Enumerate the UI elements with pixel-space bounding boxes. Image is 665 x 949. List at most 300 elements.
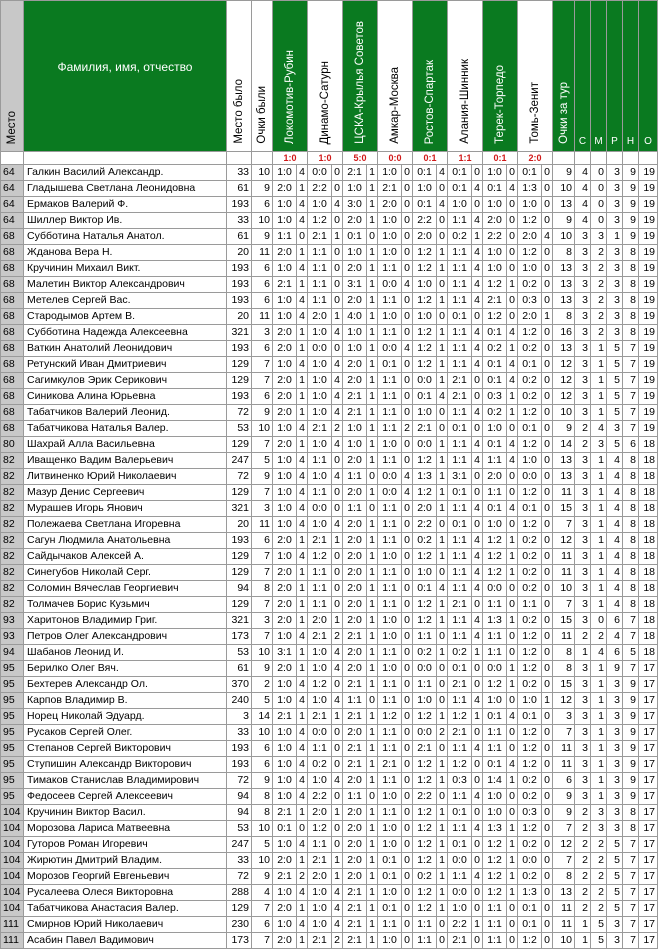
prediction-points-cell: 1 xyxy=(437,533,448,549)
header-s: С xyxy=(575,1,591,152)
match-score: 5:0 xyxy=(343,152,378,165)
name-cell: Морозов Георгий Евгеньевич xyxy=(24,869,227,885)
prediction-cell: 0:1 xyxy=(518,709,542,725)
prediction-points-cell: 0 xyxy=(332,341,343,357)
points-was-cell: 7 xyxy=(252,373,273,389)
s-cell: 3 xyxy=(575,373,591,389)
prediction-cell: 2:1 xyxy=(273,709,297,725)
prediction-cell: 1:0 xyxy=(448,197,472,213)
r-cell: 5 xyxy=(607,885,623,901)
prediction-cell: 1:0 xyxy=(518,693,542,709)
prediction-points-cell: 1 xyxy=(437,757,448,773)
prediction-points-cell: 1 xyxy=(297,597,308,613)
prediction-points-cell: 1 xyxy=(367,741,378,757)
prediction-cell: 1:1 xyxy=(308,293,332,309)
match-score: 0:0 xyxy=(378,152,413,165)
prediction-cell: 0:2 xyxy=(518,581,542,597)
o-cell: 19 xyxy=(639,309,658,325)
prediction-points-cell: 0 xyxy=(507,933,518,949)
prediction-points-cell: 4 xyxy=(472,821,483,837)
prediction-cell: 0:2 xyxy=(518,565,542,581)
prediction-points-cell: 1 xyxy=(437,597,448,613)
place-was-cell: 129 xyxy=(227,549,252,565)
prediction-points-cell: 0 xyxy=(402,165,413,181)
prediction-cell: 0:1 xyxy=(448,517,472,533)
prediction-cell: 1:2 xyxy=(518,725,542,741)
prediction-cell: 2:0 xyxy=(273,581,297,597)
table-row xyxy=(1,869,658,885)
table-row xyxy=(1,485,658,501)
prediction-cell: 1:2 xyxy=(413,549,437,565)
prediction-points-cell: 0 xyxy=(472,757,483,773)
place-cell: 95 xyxy=(1,789,24,805)
r-cell: 3 xyxy=(607,805,623,821)
o-cell: 18 xyxy=(639,629,658,645)
prediction-cell: 2:0 xyxy=(273,181,297,197)
prediction-points-cell: 4 xyxy=(472,629,483,645)
r-cell: 3 xyxy=(607,709,623,725)
header-points-was xyxy=(252,1,273,152)
place-cell: 104 xyxy=(1,805,24,821)
place-cell: 82 xyxy=(1,581,24,597)
place-was-cell: 129 xyxy=(227,373,252,389)
prediction-points-cell: 0 xyxy=(507,597,518,613)
m-cell: 2 xyxy=(591,277,607,293)
place-cell: 68 xyxy=(1,229,24,245)
prediction-cell: 1:0 xyxy=(308,773,332,789)
prediction-points-cell: 4 xyxy=(297,549,308,565)
prediction-points-cell: 0 xyxy=(507,309,518,325)
prediction-points-cell: 1 xyxy=(367,725,378,741)
prediction-points-cell: 1 xyxy=(332,613,343,629)
prediction-cell: 0:1 xyxy=(448,837,472,853)
prediction-points-cell: 0 xyxy=(402,261,413,277)
n-cell: 7 xyxy=(623,341,639,357)
prediction-cell: 0:1 xyxy=(343,229,367,245)
o-cell: 18 xyxy=(639,469,658,485)
prediction-points-cell: 1 xyxy=(297,901,308,917)
prediction-points-cell: 0 xyxy=(542,789,553,805)
prediction-cell: 0:1 xyxy=(413,165,437,181)
prediction-cell: 1:1 xyxy=(448,533,472,549)
prediction-cell: 1:2 xyxy=(413,341,437,357)
prediction-cell: 1:1 xyxy=(448,405,472,421)
prediction-cell: 2:1 xyxy=(308,421,332,437)
o-cell: 17 xyxy=(639,901,658,917)
prediction-points-cell: 1 xyxy=(367,533,378,549)
prediction-cell: 1:1 xyxy=(448,869,472,885)
points-was-cell: 5 xyxy=(252,693,273,709)
prediction-points-cell: 1 xyxy=(507,661,518,677)
prediction-cell: 2:0 xyxy=(483,469,507,485)
prediction-points-cell: 1 xyxy=(297,613,308,629)
prediction-points-cell: 1 xyxy=(297,581,308,597)
points-was-cell: 11 xyxy=(252,245,273,261)
prediction-cell: 1:0 xyxy=(308,469,332,485)
prediction-cell: 1:2 xyxy=(483,837,507,853)
prediction-cell: 0:2 xyxy=(518,277,542,293)
place-was-cell: 72 xyxy=(227,405,252,421)
prediction-cell: 0:0 xyxy=(413,373,437,389)
prediction-cell: 1:2 xyxy=(413,773,437,789)
s-cell: 3 xyxy=(575,501,591,517)
tour-points-cell: 7 xyxy=(553,853,575,869)
place-was-cell: 193 xyxy=(227,277,252,293)
points-was-cell: 6 xyxy=(252,389,273,405)
prediction-cell: 2:1 xyxy=(378,757,402,773)
prediction-points-cell: 4 xyxy=(297,757,308,773)
scores-blank xyxy=(591,152,607,165)
tour-points-cell: 11 xyxy=(553,917,575,933)
prediction-cell: 1:1 xyxy=(378,565,402,581)
prediction-points-cell: 4 xyxy=(472,453,483,469)
prediction-points-cell: 1 xyxy=(297,805,308,821)
r-cell: 5 xyxy=(607,389,623,405)
prediction-cell: 1:0 xyxy=(273,197,297,213)
r-cell: 3 xyxy=(607,773,623,789)
prediction-cell: 0:1 xyxy=(518,421,542,437)
n-cell: 8 xyxy=(623,597,639,613)
place-cell: 68 xyxy=(1,325,24,341)
prediction-points-cell: 1 xyxy=(297,565,308,581)
table-row xyxy=(1,165,658,181)
prediction-points-cell: 0 xyxy=(437,677,448,693)
prediction-points-cell: 1 xyxy=(297,405,308,421)
m-cell: 3 xyxy=(591,821,607,837)
prediction-cell: 1:0 xyxy=(518,261,542,277)
prediction-points-cell: 0 xyxy=(542,197,553,213)
name-cell: Бехтерев Александр Ол. xyxy=(24,677,227,693)
prediction-points-cell: 0 xyxy=(402,501,413,517)
points-was-cell: 10 xyxy=(252,853,273,869)
prediction-cell: 2:0 xyxy=(308,309,332,325)
prediction-cell: 2:0 xyxy=(343,533,367,549)
n-cell: 7 xyxy=(623,917,639,933)
m-cell: 2 xyxy=(591,853,607,869)
o-cell: 19 xyxy=(639,341,658,357)
o-cell: 19 xyxy=(639,229,658,245)
scores-row xyxy=(1,152,658,165)
prediction-cell: 1:1 xyxy=(413,917,437,933)
prediction-cell: 1:1 xyxy=(378,533,402,549)
prediction-cell: 1:0 xyxy=(273,501,297,517)
prediction-points-cell: 1 xyxy=(332,309,343,325)
header-place-label: Место xyxy=(6,110,18,144)
prediction-cell: 0:0 xyxy=(378,485,402,501)
prediction-points-cell: 1 xyxy=(437,549,448,565)
s-cell: 3 xyxy=(575,741,591,757)
o-cell: 18 xyxy=(639,453,658,469)
prediction-points-cell: 1 xyxy=(367,613,378,629)
prediction-points-cell: 0 xyxy=(472,773,483,789)
prediction-cell: 1:0 xyxy=(378,837,402,853)
match-score: 0:1 xyxy=(483,152,518,165)
prediction-points-cell: 0 xyxy=(542,213,553,229)
prediction-points-cell: 1 xyxy=(507,405,518,421)
prediction-points-cell: 0 xyxy=(542,709,553,725)
r-cell: 5 xyxy=(607,901,623,917)
place-was-cell: 53 xyxy=(227,645,252,661)
prediction-points-cell: 4 xyxy=(297,517,308,533)
prediction-cell: 2:1 xyxy=(308,629,332,645)
prediction-points-cell: 0 xyxy=(332,821,343,837)
points-was-cell: 3 xyxy=(252,325,273,341)
prediction-cell: 1:1 xyxy=(343,693,367,709)
prediction-points-cell: 1 xyxy=(437,885,448,901)
prediction-cell: 2:1 xyxy=(273,805,297,821)
prediction-points-cell: 0 xyxy=(402,597,413,613)
prediction-cell: 1:2 xyxy=(483,565,507,581)
prediction-points-cell: 1 xyxy=(437,613,448,629)
scores-blank xyxy=(1,152,24,165)
s-cell: 3 xyxy=(575,485,591,501)
prediction-cell: 0:1 xyxy=(448,181,472,197)
prediction-points-cell: 0 xyxy=(542,421,553,437)
prediction-points-cell: 0 xyxy=(332,757,343,773)
prediction-points-cell: 0 xyxy=(402,645,413,661)
m-cell: 0 xyxy=(591,165,607,181)
prediction-points-cell: 0 xyxy=(542,901,553,917)
s-cell: 3 xyxy=(575,341,591,357)
name-cell: Жирютин Дмитрий Владим. xyxy=(24,853,227,869)
n-cell: 9 xyxy=(623,693,639,709)
place-cell: 95 xyxy=(1,725,24,741)
points-was-cell: 6 xyxy=(252,293,273,309)
header-n: Н xyxy=(623,1,639,152)
m-cell: 2 xyxy=(591,325,607,341)
prediction-cell: 0:1 xyxy=(378,853,402,869)
prediction-cell: 1:2 xyxy=(413,325,437,341)
prediction-points-cell: 1 xyxy=(437,325,448,341)
o-cell: 18 xyxy=(639,533,658,549)
prediction-points-cell: 4 xyxy=(472,341,483,357)
o-cell: 19 xyxy=(639,293,658,309)
table-row xyxy=(1,629,658,645)
s-cell: 2 xyxy=(575,629,591,645)
s-cell: 3 xyxy=(575,709,591,725)
header-o: О xyxy=(639,1,658,152)
tour-points-cell: 11 xyxy=(553,549,575,565)
prediction-points-cell: 4 xyxy=(472,181,483,197)
n-cell: 9 xyxy=(623,181,639,197)
prediction-cell: 2:0 xyxy=(273,661,297,677)
prediction-points-cell: 1 xyxy=(367,869,378,885)
table-row xyxy=(1,325,658,341)
place-was-cell: 33 xyxy=(227,165,252,181)
prediction-points-cell: 0 xyxy=(507,645,518,661)
prediction-cell: 3:1 xyxy=(448,469,472,485)
prediction-points-cell: 4 xyxy=(297,917,308,933)
prediction-points-cell: 1 xyxy=(332,805,343,821)
name-cell: Стародымов Артем В. xyxy=(24,309,227,325)
prediction-cell: 1:1 xyxy=(448,501,472,517)
prediction-cell: 1:1 xyxy=(378,421,402,437)
match-header-label: Локомотив-Рубин xyxy=(284,49,296,144)
table-row xyxy=(1,741,658,757)
prediction-cell: 2:0 xyxy=(343,645,367,661)
prediction-cell: 1:2 xyxy=(483,549,507,565)
prediction-points-cell: 0 xyxy=(542,517,553,533)
o-cell: 17 xyxy=(639,917,658,933)
m-cell: 1 xyxy=(591,565,607,581)
table-row xyxy=(1,853,658,869)
prediction-points-cell: 4 xyxy=(472,261,483,277)
n-cell: 8 xyxy=(623,517,639,533)
prediction-cell: 1:1 xyxy=(378,645,402,661)
tour-points-cell: 14 xyxy=(553,437,575,453)
prediction-cell: 0:1 xyxy=(518,357,542,373)
prediction-points-cell: 0 xyxy=(542,245,553,261)
place-cell: 104 xyxy=(1,821,24,837)
prediction-cell: 1:0 xyxy=(378,933,402,949)
table-row xyxy=(1,373,658,389)
prediction-points-cell: 0 xyxy=(542,533,553,549)
m-cell: 1 xyxy=(591,709,607,725)
match-header-label: Терек-Торпедо xyxy=(494,65,506,144)
m-cell: 5 xyxy=(591,933,607,949)
prediction-cell: 2:0 xyxy=(273,389,297,405)
prediction-points-cell: 0 xyxy=(402,789,413,805)
place-was-cell: 61 xyxy=(227,229,252,245)
r-cell: 3 xyxy=(607,325,623,341)
s-cell: 2 xyxy=(575,901,591,917)
name-cell: Кручинин Михаил Викт. xyxy=(24,261,227,277)
match-header-label: Алания-Шинник xyxy=(459,59,471,144)
prediction-points-cell: 0 xyxy=(472,661,483,677)
table-row xyxy=(1,357,658,373)
table-row xyxy=(1,389,658,405)
n-cell: 9 xyxy=(623,213,639,229)
r-cell: 4 xyxy=(607,485,623,501)
s-cell: 3 xyxy=(575,229,591,245)
prediction-cell: 1:0 xyxy=(308,901,332,917)
prediction-cell: 2:2 xyxy=(413,789,437,805)
prediction-points-cell: 1 xyxy=(332,533,343,549)
prediction-cell: 1:2 xyxy=(518,629,542,645)
s-cell: 3 xyxy=(575,453,591,469)
prediction-points-cell: 0 xyxy=(472,805,483,821)
tour-points-cell: 10 xyxy=(553,581,575,597)
tour-points-cell: 7 xyxy=(553,821,575,837)
prediction-cell: 1:2 xyxy=(413,853,437,869)
prediction-cell: 1:2 xyxy=(413,757,437,773)
prediction-points-cell: 2 xyxy=(297,869,308,885)
prediction-cell: 1:0 xyxy=(273,885,297,901)
match-header-label: ЦСКА-Крылья Советов xyxy=(354,21,366,144)
prediction-cell: 2:1 xyxy=(343,885,367,901)
r-cell: 1 xyxy=(607,229,623,245)
o-cell: 18 xyxy=(639,501,658,517)
prediction-points-cell: 4 xyxy=(297,741,308,757)
place-was-cell: 129 xyxy=(227,357,252,373)
prediction-points-cell: 0 xyxy=(472,373,483,389)
s-cell: 3 xyxy=(575,357,591,373)
prediction-points-cell: 4 xyxy=(472,869,483,885)
o-cell: 17 xyxy=(639,837,658,853)
prediction-cell: 1:0 xyxy=(483,517,507,533)
prediction-points-cell: 0 xyxy=(402,309,413,325)
prediction-cell: 1:2 xyxy=(378,709,402,725)
m-cell: 1 xyxy=(591,677,607,693)
s-cell: 3 xyxy=(575,533,591,549)
table-row xyxy=(1,245,658,261)
prediction-cell: 2:1 xyxy=(343,933,367,949)
prediction-points-cell: 0 xyxy=(472,517,483,533)
place-cell: 104 xyxy=(1,885,24,901)
prediction-points-cell: 1 xyxy=(297,181,308,197)
place-cell: 82 xyxy=(1,501,24,517)
place-was-cell: 33 xyxy=(227,853,252,869)
prediction-points-cell: 1 xyxy=(507,677,518,693)
prediction-points-cell: 4 xyxy=(507,357,518,373)
prediction-cell: 2:1 xyxy=(448,389,472,405)
prediction-cell: 1:1 xyxy=(413,629,437,645)
name-cell: Норец Николай Эдуард. xyxy=(24,709,227,725)
prediction-cell: 1:2 xyxy=(413,885,437,901)
n-cell: 8 xyxy=(623,261,639,277)
place-was-cell: 193 xyxy=(227,741,252,757)
m-cell: 2 xyxy=(591,837,607,853)
n-cell: 8 xyxy=(623,581,639,597)
prediction-points-cell: 0 xyxy=(437,277,448,293)
s-cell: 3 xyxy=(575,757,591,773)
s-cell: 3 xyxy=(575,613,591,629)
prediction-cell: 1:0 xyxy=(483,245,507,261)
prediction-points-cell: 1 xyxy=(437,709,448,725)
prediction-cell: 0:0 xyxy=(308,165,332,181)
prediction-cell: 2:0 xyxy=(343,853,367,869)
prediction-cell: 1:1 xyxy=(343,501,367,517)
header-tour-points xyxy=(553,1,575,152)
prediction-cell: 0:1 xyxy=(413,389,437,405)
prediction-points-cell: 4 xyxy=(472,581,483,597)
prediction-points-cell: 4 xyxy=(507,325,518,341)
prediction-points-cell: 0 xyxy=(402,869,413,885)
s-cell: 3 xyxy=(575,693,591,709)
prediction-points-cell: 0 xyxy=(332,245,343,261)
table-row xyxy=(1,293,658,309)
header-r: Р xyxy=(607,1,623,152)
place-was-cell: 193 xyxy=(227,197,252,213)
r-cell: 3 xyxy=(607,197,623,213)
place-was-cell: 72 xyxy=(227,469,252,485)
prediction-cell: 2:0 xyxy=(273,437,297,453)
n-cell: 9 xyxy=(623,197,639,213)
prediction-cell: 1:1 xyxy=(308,597,332,613)
prediction-cell: 1:1 xyxy=(483,597,507,613)
prediction-cell: 1:0 xyxy=(413,277,437,293)
prediction-points-cell: 0 xyxy=(507,485,518,501)
place-cell: 104 xyxy=(1,837,24,853)
prediction-cell: 0:1 xyxy=(518,501,542,517)
m-cell: 2 xyxy=(591,293,607,309)
scores-blank xyxy=(24,152,227,165)
n-cell: 9 xyxy=(623,789,639,805)
prediction-points-cell: 0 xyxy=(402,661,413,677)
prediction-points-cell: 0 xyxy=(542,389,553,405)
s-cell: 2 xyxy=(575,421,591,437)
name-cell: Толмачев Борис Кузьмич xyxy=(24,597,227,613)
r-cell: 5 xyxy=(607,437,623,453)
n-cell: 7 xyxy=(623,405,639,421)
s-cell: 2 xyxy=(575,437,591,453)
prediction-cell: 1:0 xyxy=(308,405,332,421)
tour-points-cell: 7 xyxy=(553,597,575,613)
prediction-points-cell: 0 xyxy=(542,469,553,485)
prediction-cell: 1:0 xyxy=(413,181,437,197)
points-was-cell: 14 xyxy=(252,709,273,725)
points-was-cell: 9 xyxy=(252,469,273,485)
